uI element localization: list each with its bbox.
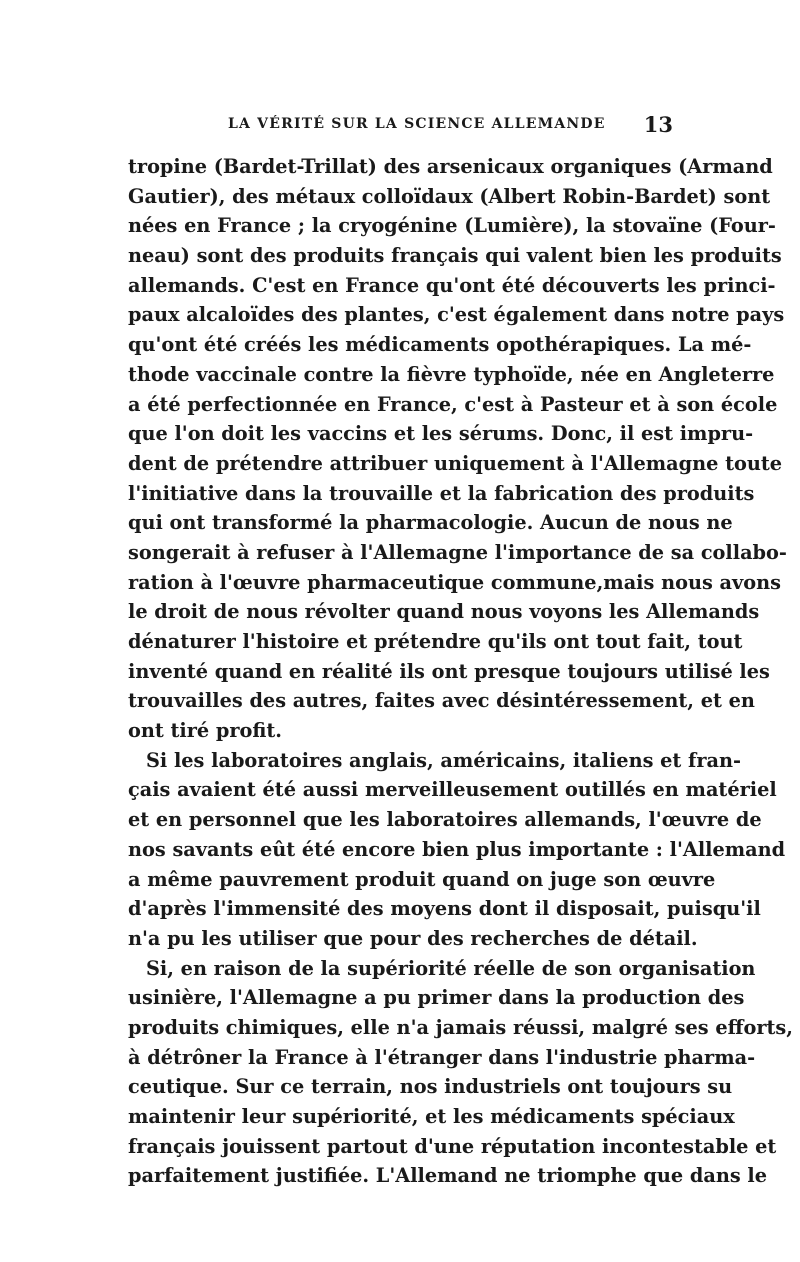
- text-line: allemands. C'est en France qu'ont été découverts les princi-: [128, 273, 776, 297]
- paragraph-1: [128, 152, 787, 746]
- text-line: produits chimiques, elle n'a jamais réussi, malgré ses efforts,: [128, 1015, 793, 1039]
- text-line: trouvailles des autres, faites avec désintéressement, et en: [128, 689, 755, 713]
- text-line: parfaitement justifiée. L'Allemand ne triomphe que dans le: [128, 1164, 767, 1188]
- text-line: nées en France ; la cryogénine (Lumière), la stovaïne (Four-: [128, 214, 776, 238]
- text-line: songerait à refuser à l'Allemagne l'importance de sa collabo-: [128, 540, 787, 564]
- text-line: français jouissent partout d'une réputation incontestable et: [128, 1134, 777, 1158]
- running-title: LA VÉRITÉ SUR LA SCIENCE ALLEMANDE: [228, 116, 606, 132]
- text-line: qu'ont été créés les médicaments opothérapiques. La mé-: [128, 333, 752, 357]
- text-line: tropine (Bardet-Trillat) des arsenicaux organiques (Armand: [128, 155, 773, 178]
- text-line: l'initiative dans la trouvaille et la fabrication des produits: [128, 481, 755, 505]
- text-line: ont tiré profit.: [128, 719, 283, 743]
- text-line: paux alcaloïdes des plantes, c'est également dans notre pays: [128, 303, 785, 327]
- paragraph-3: [128, 954, 793, 1192]
- page-number: 13: [643, 112, 673, 137]
- text-line: çais avaient été aussi merveilleusement outillés en matériel: [128, 778, 777, 802]
- text-line: thode vaccinale contre la fièvre typhoïde, née en Angleterre: [128, 362, 775, 386]
- text-line: Si les laboratoires anglais, américains, italiens et fran-: [146, 748, 742, 772]
- body-text: [128, 152, 793, 1191]
- text-line: a été perfectionnée en France, c'est à Pasteur et à son école: [128, 392, 778, 416]
- text-line: et en personnel que les laboratoires allemands, l'œuvre de: [128, 808, 762, 832]
- text-line: que l'on doit les vaccins et les sérums. Donc, il est impru-: [128, 422, 754, 446]
- text-line: maintenir leur supériorité, et les médicaments spéciaux: [128, 1105, 735, 1128]
- text-line: Si, en raison de la supériorité réelle de son organisation: [146, 956, 756, 980]
- text-line: usinière, l'Allemagne a pu primer dans la production des: [128, 986, 745, 1010]
- text-line: le droit de nous révolter quand nous voyons les Allemands: [128, 600, 760, 624]
- text-line: Gautier), des métaux colloïdaux (Albert Robin-Bardet) sont: [128, 184, 771, 208]
- running-header: [128, 114, 673, 138]
- text-line: dénaturer l'histoire et prétendre qu'ils ont tout fait, tout: [128, 630, 743, 653]
- text-line: qui ont transformé la pharmacologie. Aucun de nous ne: [128, 511, 733, 535]
- text-line: inventé quand en réalité ils ont presque toujours utilisé les: [128, 659, 770, 683]
- text-line: d'après l'immensité des moyens dont il disposait, puisqu'il: [128, 897, 761, 921]
- text-line: ration à l'œuvre pharmaceutique commune,mais nous avons: [128, 570, 781, 594]
- text-line: dent de prétendre attribuer uniquement à l'Allemagne toute: [128, 451, 783, 475]
- text-line: à détrôner la France à l'étranger dans l'industrie pharma-: [128, 1045, 756, 1069]
- text-line: ceutique. Sur ce terrain, nos industriels ont toujours su: [128, 1075, 733, 1099]
- paragraph-2: [128, 746, 786, 954]
- text-line: a même pauvrement produit quand on juge son œuvre: [128, 867, 716, 891]
- text-line: nos savants eût été encore bien plus importante : l'Allemand: [128, 837, 786, 861]
- text-line: neau) sont des produits français qui valent bien les produits: [128, 244, 782, 268]
- text-line: n'a pu les utiliser que pour des recherches de détail.: [128, 926, 698, 950]
